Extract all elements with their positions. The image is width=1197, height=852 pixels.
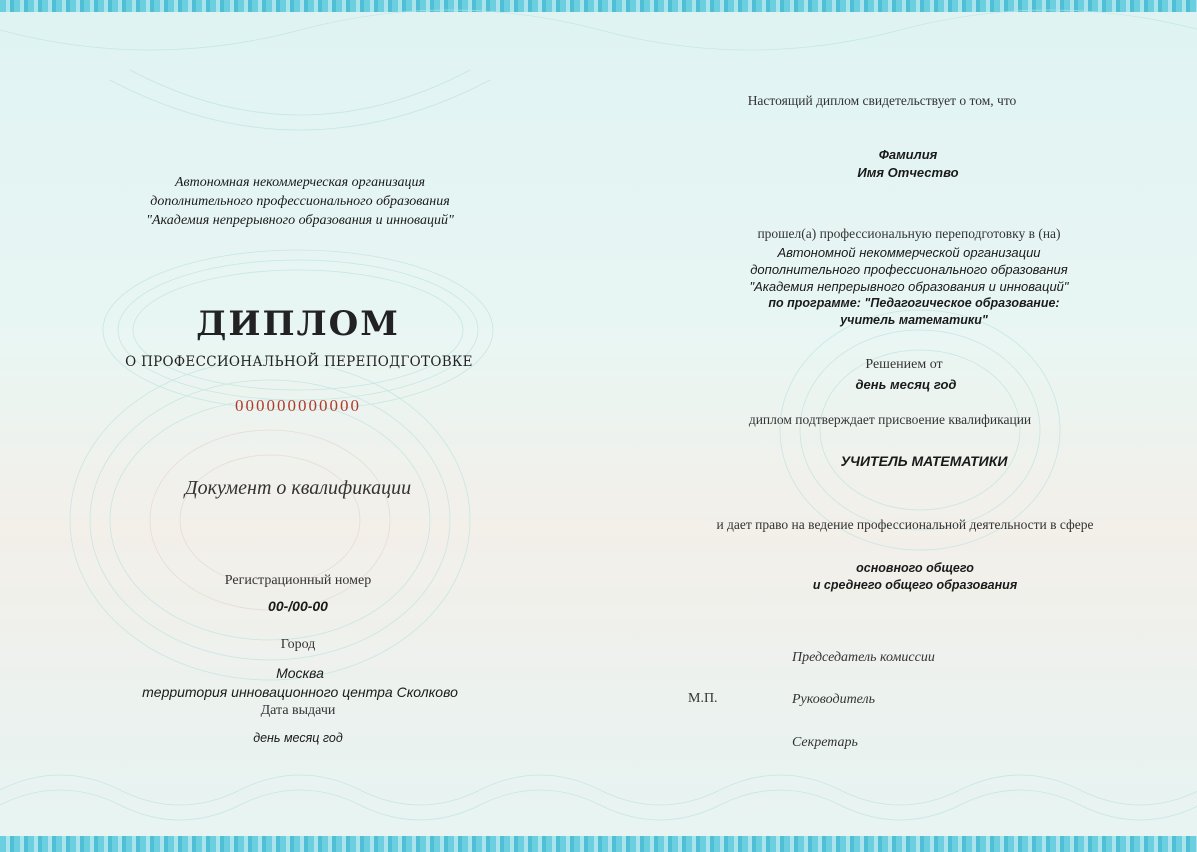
signature-head: Руководитель: [792, 692, 876, 707]
diploma-subtitle: О ПРОФЕССИОНАЛЬНОЙ ПЕРЕПОДГОТОВКЕ: [125, 354, 473, 370]
reg-number-value: 00-/00-00: [268, 598, 328, 614]
city-value-line1: Москва: [276, 665, 324, 681]
decision-label: Решением от: [865, 357, 943, 372]
left-org-line2: дополнительного профессионального образования: [150, 194, 450, 209]
issue-date-label: Дата выдачи: [260, 703, 336, 718]
signature-secretary: Секретарь: [792, 735, 858, 750]
recipient-name: [800, 146, 1016, 182]
qualification: УЧИТЕЛЬ МАТЕМАТИКИ: [840, 453, 1008, 469]
activity-sphere: [765, 560, 1065, 594]
left-org-name: [100, 173, 500, 230]
sphere-line1: основного общего: [856, 561, 974, 575]
recipient-surname: Фамилия: [878, 147, 938, 162]
program-name: [704, 295, 1124, 329]
confirm-text: диплом подтверждает присвоение квалификации: [748, 412, 1032, 427]
bottom-border: [0, 836, 1197, 852]
decision-date: день месяц год: [855, 377, 957, 392]
right-org-line1: Автономной некоммерческой организации: [777, 245, 1041, 260]
recipient-first-patronymic: Имя Отчество: [857, 165, 959, 180]
reg-number-label: Регистрационный номер: [224, 573, 372, 588]
rights-text: и дает право на ведение профессиональной деятельности в сфере: [716, 517, 1094, 532]
program-line1: по программе: "Педагогическое образование:: [768, 296, 1060, 310]
intro-text: Настоящий диплом свидетельствует о том, что: [747, 93, 1017, 108]
issue-date-value: день месяц год: [253, 731, 343, 745]
right-org-line3: "Академия непрерывного образования и инноваций": [749, 279, 1069, 294]
sphere-line2: и среднего общего образования: [812, 578, 1018, 592]
left-org-line1: Автономная некоммерческая организация: [174, 175, 426, 190]
city-label: Город: [280, 637, 316, 652]
top-border: [0, 0, 1197, 12]
serial-number: 000000000000: [235, 396, 361, 415]
document-type: Документ о квалификации: [184, 477, 412, 499]
city-value: [100, 664, 500, 702]
passed-text: прошел(а) профессиональную переподготовку в (на): [757, 226, 1061, 241]
diploma-title: ДИПЛОМ: [196, 304, 400, 344]
stamp-place: М.П.: [688, 691, 718, 706]
program-line2: учитель математики": [840, 313, 988, 327]
left-org-line3: "Академия непрерывного образования и инноваций": [146, 213, 454, 228]
right-org-name: [704, 244, 1114, 295]
signature-chairman: Председатель комиссии: [792, 650, 935, 665]
right-org-line2: дополнительного профессионального образования: [750, 262, 1068, 277]
city-value-line2: территория инновационного центра Сколково: [142, 684, 458, 700]
